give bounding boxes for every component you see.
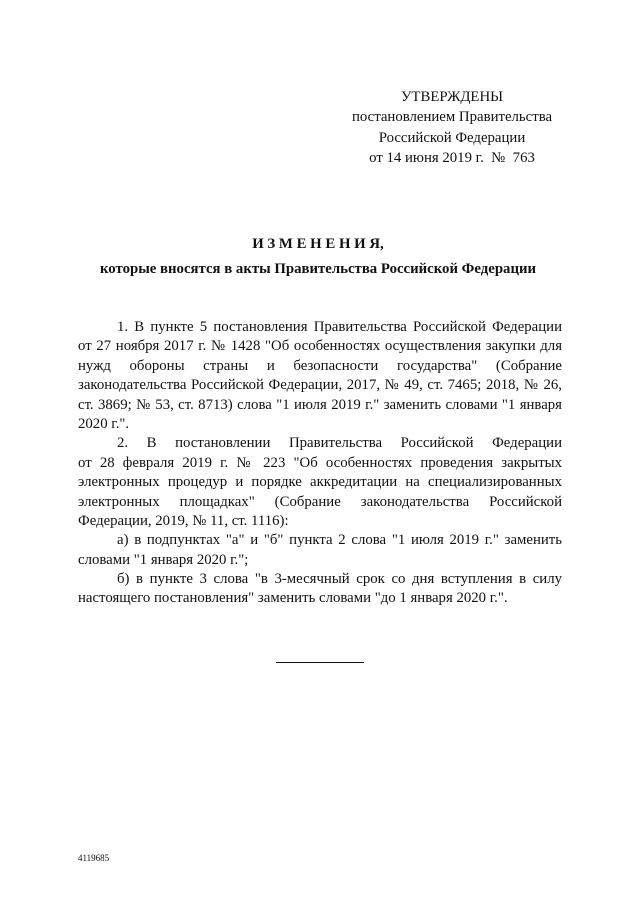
document-heading xyxy=(76,232,560,282)
paragraph-line: от 27 ноября 2017 г. № 1428 "Об особенностях осуществления закупки для xyxy=(78,338,562,355)
paragraph-line: 1. В пункте 5 постановления Правительства Российской Федерации xyxy=(117,319,562,335)
paragraph-line: 2020 г.". xyxy=(78,415,130,432)
paragraph-line: Федерации, 2019, № 11, ст. 1116): xyxy=(78,512,289,529)
paragraph-line: электронных процедур и порядке аккредитации на специализированных xyxy=(78,474,562,491)
approval-line: Российской Федерации xyxy=(378,129,526,146)
paragraph-line: нужд обороны страны и безопасности государства" (Собрание xyxy=(78,357,562,374)
paragraph-line: ст. 3869; № 53, ст. 8713) слова "1 июля 2019 г." заменить словами "1 января xyxy=(78,396,562,413)
heading-title: И З М Е Н Е Н И Я, xyxy=(252,236,384,252)
paragraph-line: законодательства Российской Федерации, 2017, № 49, ст. 7465; 2018, № 26, xyxy=(78,377,562,394)
paragraph-2 xyxy=(78,434,562,531)
heading-subtitle: которые вносятся в акты Правительства Российской Федерации xyxy=(99,261,537,277)
paragraph-line: настоящего постановления" заменить словами "до 1 января 2020 г.". xyxy=(78,590,508,607)
approval-block xyxy=(332,87,572,168)
paragraph-line: от 28 февраля 2019 г. № 223 "Об особенностях проведения закрытых xyxy=(78,454,562,471)
paragraph-line: словами "1 января 2020 г."; xyxy=(78,551,249,568)
end-divider xyxy=(276,662,364,663)
paragraph-1 xyxy=(78,318,562,434)
approval-date-number: от 14 июня 2019 г. № 763 xyxy=(369,149,535,166)
document-code: 4119685 xyxy=(78,853,110,863)
paragraph-line: а) в подпунктах "а" и "б" пункта 2 слова "1 июля 2019 г." заменить xyxy=(117,532,562,549)
paragraph-line: б) в пункте 3 слова "в 3-месячный срок со дня вступления в силу xyxy=(117,571,562,588)
paragraph-line: электронных площадках" (Собрание законодательства Российской xyxy=(78,493,562,510)
approval-line: постановлением Правительства xyxy=(351,109,553,126)
subparagraph-b xyxy=(78,570,562,609)
subparagraph-a xyxy=(78,531,562,570)
document-body xyxy=(78,318,562,609)
paragraph-line: 2. В постановлении Правительства Российской Федерации xyxy=(117,435,562,452)
approval-title: УТВЕРЖДЕНЫ xyxy=(400,89,504,105)
